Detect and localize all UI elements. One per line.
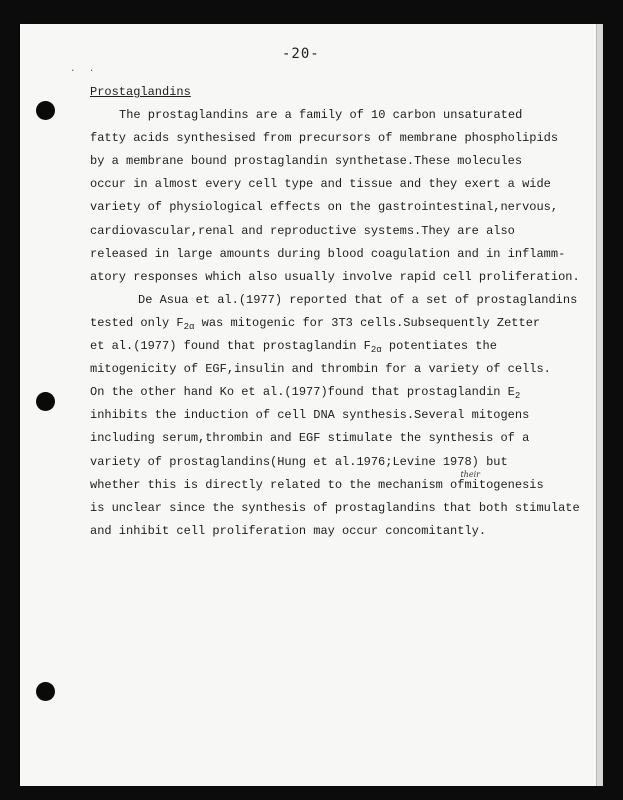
text-run: On the other hand Ko et al.(1977)found that prostaglandin E (90, 385, 515, 400)
text-run: et al.(1977) found that prostaglandin F (90, 339, 371, 354)
paragraph-2-line (90, 335, 590, 358)
paragraph-2-line: and inhibit cell proliferation may occur concomitantly. (90, 523, 487, 538)
text-run: whether this is directly related to the mechanism of (90, 477, 465, 492)
document-page (20, 24, 596, 786)
page-edge (596, 24, 603, 786)
body-text (90, 81, 590, 543)
subscript: 2α (183, 321, 195, 332)
paragraph-1-line: atory responses which also usually involve rapid cell proliferation. (90, 269, 580, 284)
handwritten-insertion: their (460, 469, 480, 479)
subscript: 2α (370, 345, 382, 356)
paragraph-1-line: fatty acids synthesised from precursors of membrane phospholipids (90, 131, 559, 146)
paragraph-2-line: variety of prostaglandins(Hung et al.1976;Levine 1978) but (90, 454, 508, 469)
paragraph-2-line: including serum,thrombin and EGF stimulate the synthesis of a (90, 431, 530, 446)
page-number: -20- (282, 46, 320, 62)
paragraph-1-line: released in large amounts during blood coagulation and in inflamm- (90, 246, 566, 261)
paragraph-1-line: The prostaglandins are a family of 10 carbon unsaturated (119, 108, 523, 123)
paragraph-2-line: is unclear since the synthesis of prostaglandins that both stimulate (90, 500, 580, 515)
text-run: tested only F (90, 315, 184, 330)
paragraph-2-line: inhibits the induction of cell DNA synthesis.Several mitogens (90, 408, 530, 423)
paragraph-2-line: mitogenicity of EGF,insulin and thrombin for a variety of cells. (90, 362, 551, 377)
paragraph-2-line (90, 381, 590, 404)
section-heading: Prostaglandins (90, 85, 191, 99)
paragraph-1-line: variety of physiological effects on the gastrointestinal,nervous, (90, 200, 559, 215)
text-run: potentiates the (381, 339, 497, 354)
paragraph-1-line: occur in almost every cell type and tissue and they exert a wide (90, 177, 551, 192)
punch-hole (36, 101, 55, 120)
margin-marks: . . (70, 64, 99, 74)
paragraph-1-line: cardiovascular,renal and reproductive systems.They are also (90, 223, 515, 238)
punch-hole (36, 392, 55, 411)
text-run: mitogenesis (464, 477, 544, 492)
text-run: was mitogenic for 3T3 cells.Subsequently Zetter (194, 315, 541, 330)
paragraph-2-line (90, 312, 590, 335)
paragraph-2-line: De Asua et al.(1977) reported that of a set of prostaglandins (138, 292, 578, 307)
punch-hole (36, 682, 55, 701)
inserted-word-group (460, 469, 544, 497)
paragraph-2-line (90, 469, 590, 497)
paragraph-1-line: by a membrane bound prostaglandin synthetase.These molecules (90, 154, 523, 169)
subscript: 2 (514, 391, 521, 402)
